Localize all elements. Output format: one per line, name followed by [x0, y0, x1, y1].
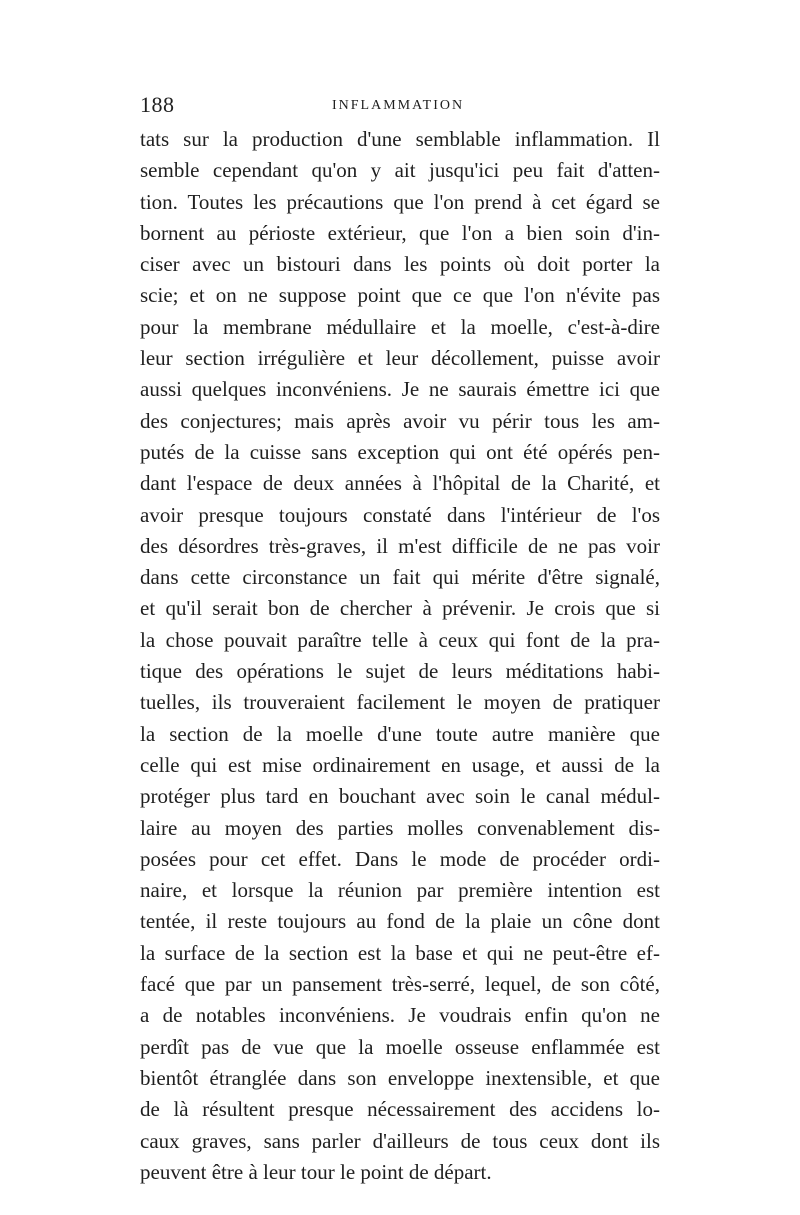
text-line: laire au moyen des parties molles convenablement dis- [140, 815, 660, 840]
text-line: putés de la cuisse sans exception qui ont été opérés pen- [140, 439, 660, 464]
text-line: des désordres très-graves, il m'est difficile de ne pas voir [140, 533, 660, 558]
page-number: 188 [140, 92, 175, 117]
text-line: facé que par un pansement très-serré, lequel, de son côté, [140, 972, 660, 997]
text-line: perdît pas de vue que la moelle osseuse enflammée est [140, 1034, 660, 1059]
running-head [140, 92, 660, 122]
text-line: tion. Toutes les précautions que l'on prend à cet égard se [140, 189, 660, 214]
text-line: dant l'espace de deux années à l'hôpital de la Charité, et [140, 471, 660, 496]
text-line: protéger plus tard en bouchant avec soin le canal médul- [140, 784, 660, 809]
text-line: tuelles, ils trouveraient facilement le moyen de pratiquer [140, 690, 660, 715]
text-line: tats sur la production d'une semblable inflammation. Il [140, 127, 660, 151]
text-line: de là résultent presque nécessairement des accidens lo- [140, 1097, 660, 1122]
text-line: celle qui est mise ordinairement en usage, et aussi de la [140, 752, 660, 777]
text-line: avoir presque toujours constaté dans l'intérieur de l'os [140, 502, 660, 527]
text-line: bientôt étranglée dans son enveloppe inextensible, et que [140, 1065, 660, 1090]
text-line: des conjectures; mais après avoir vu périr tous les am- [140, 408, 660, 433]
text-line: la surface de la section est la base et qui ne peut-être ef- [140, 940, 660, 965]
text-line: la section de la moelle d'une toute autre manière que [140, 721, 660, 746]
text-line: tentée, il reste toujours au fond de la plaie un cône dont [140, 909, 660, 934]
text-line: ciser avec un bistouri dans les points où doit porter la [140, 252, 660, 277]
running-title: INFLAMMATION [332, 98, 465, 113]
text-line: dans cette circonstance un fait qui mérite d'être signalé, [140, 565, 660, 590]
text-line: et qu'il serait bon de chercher à prévenir. Je crois que si [140, 596, 660, 621]
text-line: a de notables inconvéniens. Je voudrais enfin qu'on ne [140, 1003, 660, 1028]
text-line: naire, et lorsque la réunion par première intention est [140, 878, 660, 903]
text-line: pour la membrane médullaire et la moelle, c'est-à-dire [140, 314, 660, 339]
text-line: la chose pouvait paraître telle à ceux qui font de la pra- [140, 627, 660, 652]
text-line: posées pour cet effet. Dans le mode de procéder ordi- [140, 846, 660, 871]
text-line: peuvent être à leur tour le point de départ. [140, 1159, 492, 1184]
body-text [140, 124, 660, 1188]
text-line: leur section irrégulière et leur décollement, puisse avoir [140, 346, 660, 371]
text-line: bornent au périoste extérieur, que l'on a bien soin d'in- [140, 220, 660, 245]
text-line: tique des opérations le sujet de leurs méditations habi- [140, 659, 660, 684]
text-line: aussi quelques inconvéniens. Je ne saurais émettre ici que [140, 377, 660, 402]
text-line: caux graves, sans parler d'ailleurs de tous ceux dont ils [140, 1128, 660, 1153]
text-line: scie; et on ne suppose point que ce que l'on n'évite pas [140, 283, 660, 308]
text-line: semble cependant qu'on y ait jusqu'ici peu fait d'atten- [140, 158, 660, 183]
